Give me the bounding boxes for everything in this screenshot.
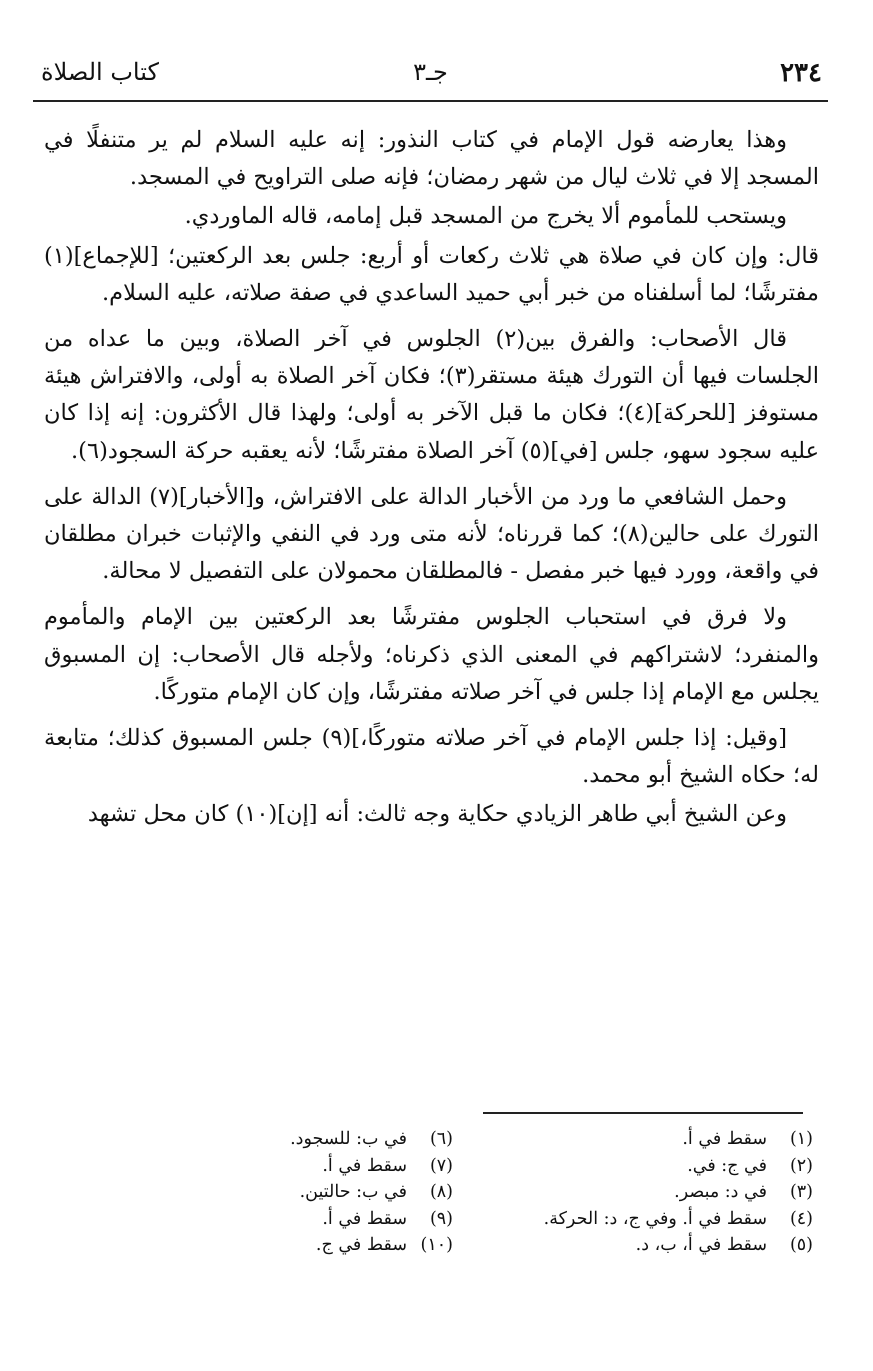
footnote-text: في ب: للسجود. (290, 1129, 407, 1149)
footnote-number: (٦) (429, 1129, 453, 1149)
footnotes (93, 1126, 813, 1259)
footnote-item (453, 1232, 813, 1259)
footnote-item (93, 1206, 453, 1233)
footnote-number: (٢) (789, 1155, 813, 1176)
footnote-number: (١) (789, 1129, 813, 1149)
footnote-text: سقط في أ، ب، د. (635, 1235, 767, 1256)
footnote-number: (٣) (789, 1182, 813, 1203)
footnote-text: سقط في أ. (322, 1155, 407, 1176)
paragraph-3: قال: وإن كان في صلاة هي ثلاث ركعات أو أربع: جلس بعد الركعتين؛ [للإجماع](١) مفترشًا؛ لما أسلفناه من خبر أبي حميد الساعدي في صفة صلاته، عليه السلام. (44, 242, 819, 306)
footnote-text: سقط في أ. وفي ج، د: الحركة. (543, 1208, 767, 1229)
footnotes-column-right (453, 1126, 813, 1259)
paragraph-4: قال الأصحاب: والفرق بين(٢) الجلوس في آخر الصلاة، وبين ما عداه من الجلسات فيها أن التورك هيئة مستقر(٣)؛ فكان آخر الصلاة به أولى، والافتراش هيئة مستوفز [للحركة](٤)؛ فكان ما قبل الآخر به أولى؛ ولهذا قال الأكثرون: إنه إذا كان عليه سجود سهو، جلس [في](٥) آخر الصلاة مفترشًا؛ لأنه يعقبه حركة السجود(٦). (44, 326, 820, 464)
paragraph-2: ويستحب للمأموم ألا يخرج من المسجد قبل إمامه، قاله الماوردي. (184, 203, 787, 230)
footnote-number: (٨) (429, 1182, 453, 1203)
footnote-text: في ج: في. (687, 1155, 767, 1176)
footnote-item (453, 1206, 813, 1233)
paragraph-5: وحمل الشافعي ما ورد من الأخبار الدالة على الافتراش، و[الأخبار](٧) الدالة على التورك على حالين(٨)؛ كما قررناه؛ لأنه متى ورد في النفي والإثبات خبران مطلقان في واقعة، وورد فيها خبر مفصل - فالمطلقان محمولان على التفصيل لا محالة. (44, 483, 819, 585)
header-rule (33, 100, 828, 102)
page-header (33, 56, 828, 96)
footnote-item (93, 1179, 453, 1206)
footnote-item (93, 1126, 453, 1153)
footnote-rule (483, 1112, 803, 1114)
footnote-text: سقط في أ. (322, 1208, 407, 1229)
footnote-number: (٩) (429, 1208, 453, 1229)
footnote-text: سقط في أ. (682, 1129, 767, 1149)
book-title: كتاب الصلاة (41, 58, 159, 86)
paragraph-7: [وقيل: إذا جلس الإمام في آخر صلاته متوركًا،](٩) جلس المسبوق كذلك؛ متابعة له؛ حكاه الشيخ أبو محمد. (44, 725, 819, 789)
paragraph-6: ولا فرق في استحباب الجلوس مفترشًا بعد الركعتين بين الإمام والمأموم والمنفرد؛ لاشتراكهم في المعنى الذي ذكرناه؛ ولأجله قال الأصحاب: إن المسبوق يجلس مع الإمام إذا جلس في آخر صلاته مفترشًا، وإن كان الإمام متوركًا. (44, 604, 819, 705)
footnote-text: في د: مبصر. (674, 1182, 767, 1203)
footnote-number: (٥) (789, 1235, 813, 1256)
footnote-text: سقط في ج. (315, 1235, 407, 1256)
footnote-number: (٤) (789, 1208, 813, 1229)
footnote-text: في ب: حالتين. (299, 1182, 407, 1203)
volume-label: جـ٣ (413, 58, 448, 86)
footnote-item (93, 1153, 453, 1180)
paragraph-1: وهذا يعارضه قول الإمام في كتاب النذور: إنه عليه السلام لم ير متنفلًا في المسجد إلا في ثلاث ليال من شهر رمضان؛ فإنه صلى التراويح في المسجد. (44, 127, 819, 191)
page-number: ٢٣٤ (780, 58, 822, 88)
footnote-item (453, 1126, 813, 1153)
footnote-item (453, 1153, 813, 1180)
footnote-number: (١٠) (420, 1235, 453, 1256)
main-text (44, 122, 819, 843)
footnotes-column-left (93, 1126, 453, 1259)
footnote-item (93, 1232, 453, 1259)
footnote-number: (٧) (429, 1155, 453, 1176)
paragraph-8: وعن الشيخ أبي طاهر الزيادي حكاية وجه ثالث: أنه [إن](١٠) كان محل تشهد (87, 801, 787, 828)
footnote-item (453, 1179, 813, 1206)
